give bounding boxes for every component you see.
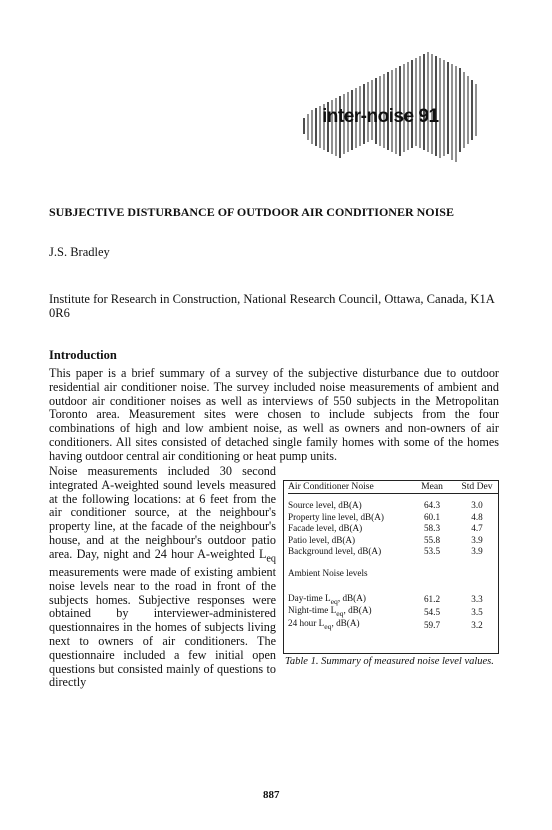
label-unit: , dB(A) <box>343 605 372 616</box>
logo-text: inter-noise 91 <box>322 106 439 127</box>
table-row <box>288 523 498 535</box>
header-mean: Mean <box>408 481 456 493</box>
column-text-part2: measurements were made of existing ambient noise levels near to the road in front of the subjects homes. Subjective responses were obtained by interviewer-administered questionnaires in the homes of subjects living next to owners of air conditioners. The questionnaire included a few initial open questions but consisted mainly of questions to directly <box>49 565 276 690</box>
author-name: J.S. Bradley <box>49 245 110 259</box>
table-row <box>288 618 498 631</box>
table-row <box>288 605 498 618</box>
ambient-heading: Ambient Noise levels <box>288 567 368 578</box>
row-mean: 58.3 <box>423 523 441 534</box>
table-caption: Table 1. Summary of measured noise level values. <box>285 656 494 667</box>
row-label: Source level, dB(A) <box>288 500 362 511</box>
label-subscript: eq <box>336 609 344 619</box>
label-text: 24 hour L <box>288 618 325 629</box>
row-label <box>288 593 408 606</box>
label-subscript: eq <box>330 596 338 606</box>
row-mean: 61.2 <box>423 593 441 604</box>
row-std-dev: 4.7 <box>471 523 483 534</box>
conference-logo <box>300 48 486 166</box>
leq-subscript: eq <box>266 553 276 565</box>
header-label: Air Conditioner Noise <box>288 481 408 493</box>
row-label <box>288 618 408 631</box>
row-mean: 60.1 <box>423 511 441 522</box>
row-mean: 54.5 <box>423 606 441 617</box>
author-affiliation: Institute for Research in Construction, National Research Council, Ottawa, Canada, K1A 0R6 <box>49 292 495 320</box>
label-unit: , dB(A) <box>337 592 366 603</box>
table-header-row <box>288 481 498 493</box>
intro-paragraph: This paper is a brief summary of a survey of the subjective disturbance due to outdoor residential air conditioner noise. The survey included noise measurements of ambient and outdoor air conditioner noises as well as interviews of 550 subjects in the Metropolitan Toronto area. Measurement sites were chosen to include subjects from the four combinations of high and low ambient noise, as well as owners and non-owners of air conditioners. All sites consisted of detached single family homes with some of the homes having outdoor central air conditioning or heat pump units. <box>49 366 499 463</box>
row-std-dev: 4.8 <box>471 511 483 522</box>
label-text: Day-time L <box>288 592 331 603</box>
row-mean: 53.5 <box>423 546 441 557</box>
row-std-dev: 3.3 <box>471 593 483 604</box>
row-mean: 59.7 <box>423 619 441 630</box>
row-label <box>288 605 408 618</box>
row-std-dev: 3.0 <box>471 500 483 511</box>
label-text: Night-time L <box>288 605 337 616</box>
column-text-part1: Noise measurements included 30 second integrated A-weighted sound levels measured at the following locations: at 6 feet from the air conditioner source, at the neighbour's property line, at the facade of the neighbour's house, and at the neighbour's outdoor patio area. Day, night and 24 hour A-weighted L <box>49 464 276 561</box>
row-mean: 64.3 <box>423 500 441 511</box>
table-row <box>288 511 498 523</box>
page-number: 887 <box>263 789 280 801</box>
ambient-heading-row <box>288 567 498 579</box>
table-row <box>288 593 498 606</box>
row-label: Patio level, dB(A) <box>288 534 356 545</box>
row-std-dev: 3.2 <box>471 619 483 630</box>
noise-level-table <box>283 480 499 654</box>
row-mean: 55.8 <box>423 534 441 545</box>
row-std-dev: 3.9 <box>471 546 483 557</box>
header-std-dev: Std Dev <box>456 481 498 493</box>
label-subscript: eq <box>324 621 332 631</box>
row-label: Background level, dB(A) <box>288 546 382 557</box>
row-std-dev: 3.5 <box>471 606 483 617</box>
table-row <box>288 500 498 512</box>
label-unit: , dB(A) <box>331 618 360 629</box>
row-label: Property line level, dB(A) <box>288 511 384 522</box>
section-heading: Introduction <box>49 348 117 362</box>
row-std-dev: 3.9 <box>471 534 483 545</box>
paper-title: SUBJECTIVE DISTURBANCE OF OUTDOOR AIR CONDITIONER NOISE <box>49 205 454 219</box>
table-row <box>288 534 498 546</box>
table-row <box>288 546 498 558</box>
measurement-text-column <box>49 465 276 690</box>
row-label: Facade level, dB(A) <box>288 523 363 534</box>
